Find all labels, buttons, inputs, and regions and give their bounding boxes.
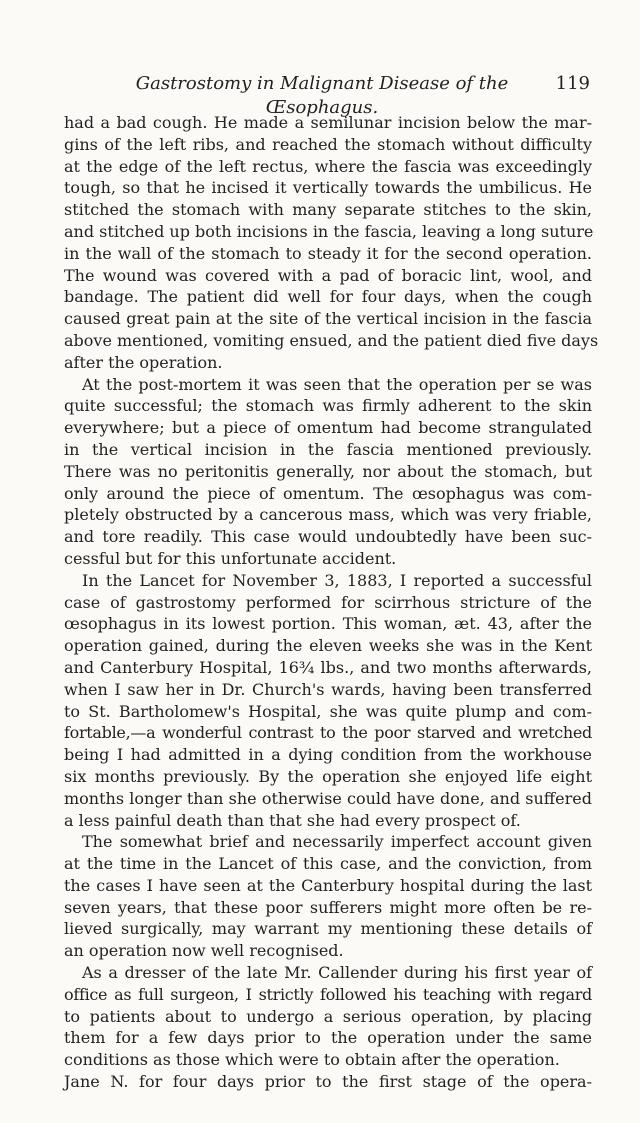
text-line: The somewhat brief and necessarily imperfect account given xyxy=(82,832,592,852)
text-line: tough, so that he incised it vertically towards the umbilicus. He xyxy=(64,178,592,198)
text-line: had a bad cough. He made a semilunar incision below the mar- xyxy=(64,113,592,132)
text-line: seven years, that these poor sufferers might more often be re- xyxy=(64,897,592,917)
text-line: in the vertical incision in the fascia mentioned previously. xyxy=(64,439,592,459)
text-line: everywhere; but a piece of omentum had become strangulated xyxy=(64,418,592,438)
text-line: In the Lancet for November 3, 1883, I reported a successful xyxy=(82,570,592,590)
text-line: cessful but for this unfortunate accident. xyxy=(64,548,397,568)
text-line: gins of the left ribs, and reached the stomach without difficulty xyxy=(64,134,592,154)
paragraph xyxy=(64,962,592,1093)
text-line: stitched the stomach with many separate stitches to the skin, xyxy=(64,200,592,220)
text-line: when I saw her in Dr. Church's wards, having been transferred xyxy=(64,679,592,699)
running-title: Gastrostomy in Malignant Disease of the Œsophagus. xyxy=(135,73,509,118)
text-line: at the time in the Lancet of this case, and the conviction, from xyxy=(64,854,592,874)
text-line: and stitched up both incisions in the fascia, leaving a long suture xyxy=(64,221,594,241)
paragraph xyxy=(64,374,592,570)
text-line: six months previously. By the operation she enjoyed life eight xyxy=(64,766,592,786)
text-line: them for a few days prior to the operation under the same xyxy=(64,1028,592,1048)
text-line: at the edge of the left rectus, where the fascia was exceedingly xyxy=(64,156,592,176)
text-line: Jane N. for four days prior to the first stage of the opera- xyxy=(64,1072,592,1092)
text-line: œsophagus in its lowest portion. This woman, æt. 43, after the xyxy=(64,614,592,634)
text-line: case of gastrostomy performed for scirrhous stricture of the xyxy=(64,592,592,612)
text-line: pletely obstructed by a cancerous mass, which was very friable, xyxy=(64,505,592,525)
text-line: caused great pain at the site of the vertical incision in the fascia xyxy=(64,309,592,329)
text-line: bandage. The patient did well for four days, when the cough xyxy=(64,287,592,307)
text-line: a less painful death than that she had every prospect of. xyxy=(64,810,521,830)
text-line: to patients about to undergo a serious operation, by placing xyxy=(64,1006,592,1026)
text-line: conditions as those which were to obtain after the operation. xyxy=(64,1050,560,1070)
text-line: quite successful; the stomach was firmly adherent to the skin xyxy=(64,396,592,416)
running-head xyxy=(92,72,590,118)
text-line: As a dresser of the late Mr. Callender during his first year of xyxy=(82,963,592,983)
text-line: lieved surgically, may warrant my mentioning these details of xyxy=(64,919,592,939)
text-line: above mentioned, vomiting ensued, and the patient died five days xyxy=(64,330,599,350)
text-line: in the wall of the stomach to steady it for the second operation. xyxy=(64,243,592,263)
text-line: and tore readily. This case would undoubtedly have been suc- xyxy=(64,527,592,547)
page-number: 119 xyxy=(555,73,590,94)
paragraph xyxy=(64,570,592,832)
paragraph xyxy=(64,112,599,374)
text-line: There was no peritonitis generally, nor about the stomach, but xyxy=(64,461,592,481)
text-line: the cases I have seen at the Canterbury hospital during the last xyxy=(64,875,592,895)
text-line: The wound was covered with a pad of boracic lint, wool, and xyxy=(64,265,592,285)
text-line: office as full surgeon, I strictly followed his teaching with regard xyxy=(64,984,592,1004)
body-text xyxy=(64,112,599,1093)
text-line: fortable,—a wonderful contrast to the poor starved and wretched xyxy=(64,723,592,743)
text-line: At the post-mortem it was seen that the operation per se was xyxy=(82,374,592,394)
text-line: to St. Bartholomew's Hospital, she was quite plump and com- xyxy=(64,701,592,721)
paragraph xyxy=(64,831,592,962)
text-line: operation gained, during the eleven weeks she was in the Kent xyxy=(64,636,592,656)
text-line: and Canterbury Hospital, 16¾ lbs., and two months afterwards, xyxy=(64,657,592,677)
text-line: after the operation. xyxy=(64,352,223,372)
text-line: only around the piece of omentum. The œsophagus was com- xyxy=(64,483,592,503)
text-line: an operation now well recognised. xyxy=(64,941,344,961)
text-line: being I had admitted in a dying condition from the workhouse xyxy=(64,745,592,765)
text-line: months longer than she otherwise could have done, and suffered xyxy=(64,788,592,808)
